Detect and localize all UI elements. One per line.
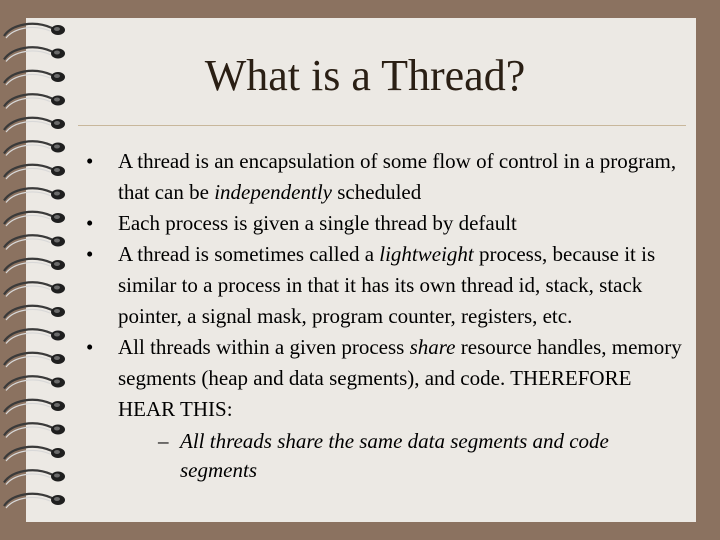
binding-ring xyxy=(4,282,65,296)
bullet-item xyxy=(86,146,686,208)
bullet-text-part: scheduled xyxy=(332,180,422,204)
bullet-text-part: A thread is sometimes called a xyxy=(118,242,380,266)
binding-ring xyxy=(4,188,65,202)
binding-ring xyxy=(4,376,65,390)
bullet-dot: • xyxy=(86,211,94,235)
binding-ring xyxy=(4,47,65,61)
binding-ring xyxy=(4,212,65,226)
sub-bullet-dash: – xyxy=(158,429,169,453)
title-divider xyxy=(78,125,686,126)
binding-ring xyxy=(4,165,65,179)
bullet-text-part: A thread is an encapsulation of some flow of control in a program, that can be xyxy=(118,149,677,204)
binding-ring xyxy=(4,400,65,414)
binding-ring xyxy=(4,141,65,155)
bullet-text-emphasis: lightweight xyxy=(379,242,474,266)
bullet-text-emphasis: independently xyxy=(214,180,332,204)
spiral-binding xyxy=(0,18,90,522)
sub-bullet-item xyxy=(118,427,686,485)
binding-ring xyxy=(4,447,65,461)
binding-ring xyxy=(4,494,65,508)
binding-ring xyxy=(4,306,65,320)
bullet-text-part: resource handles, memory segments (heap and data segments), and code. THEREFORE HEAR THIS: xyxy=(118,335,682,421)
binding-ring xyxy=(4,118,65,132)
bullet-dot: • xyxy=(86,335,94,359)
slide-title: What is a Thread? xyxy=(204,51,526,100)
bullet-text-emphasis: share xyxy=(409,335,456,359)
bullet-item xyxy=(86,208,686,239)
binding-ring xyxy=(4,94,65,108)
binding-ring xyxy=(4,71,65,85)
binding-ring xyxy=(4,470,65,484)
binding-ring xyxy=(4,259,65,273)
binding-ring xyxy=(4,24,65,38)
bullet-item xyxy=(86,332,686,485)
bullet-text-part: Each process is given a single thread by default xyxy=(118,211,517,235)
binding-ring xyxy=(4,235,65,249)
bullet-text-part: process, because it is similar to a process in that it has its own thread id, stack, stack pointer, a signal mask, program counter, registers, etc. xyxy=(118,242,656,328)
sub-bullet-text: All threads share the same data segments and code segments xyxy=(180,429,609,482)
binding-ring xyxy=(4,329,65,343)
bullet-text-part: All threads within a given process xyxy=(118,335,410,359)
bullet-item xyxy=(86,239,686,332)
binding-ring xyxy=(4,423,65,437)
binding-ring xyxy=(4,353,65,367)
bullet-dot: • xyxy=(86,149,94,173)
bullet-dot: • xyxy=(86,242,94,266)
bullet-list xyxy=(86,146,686,485)
